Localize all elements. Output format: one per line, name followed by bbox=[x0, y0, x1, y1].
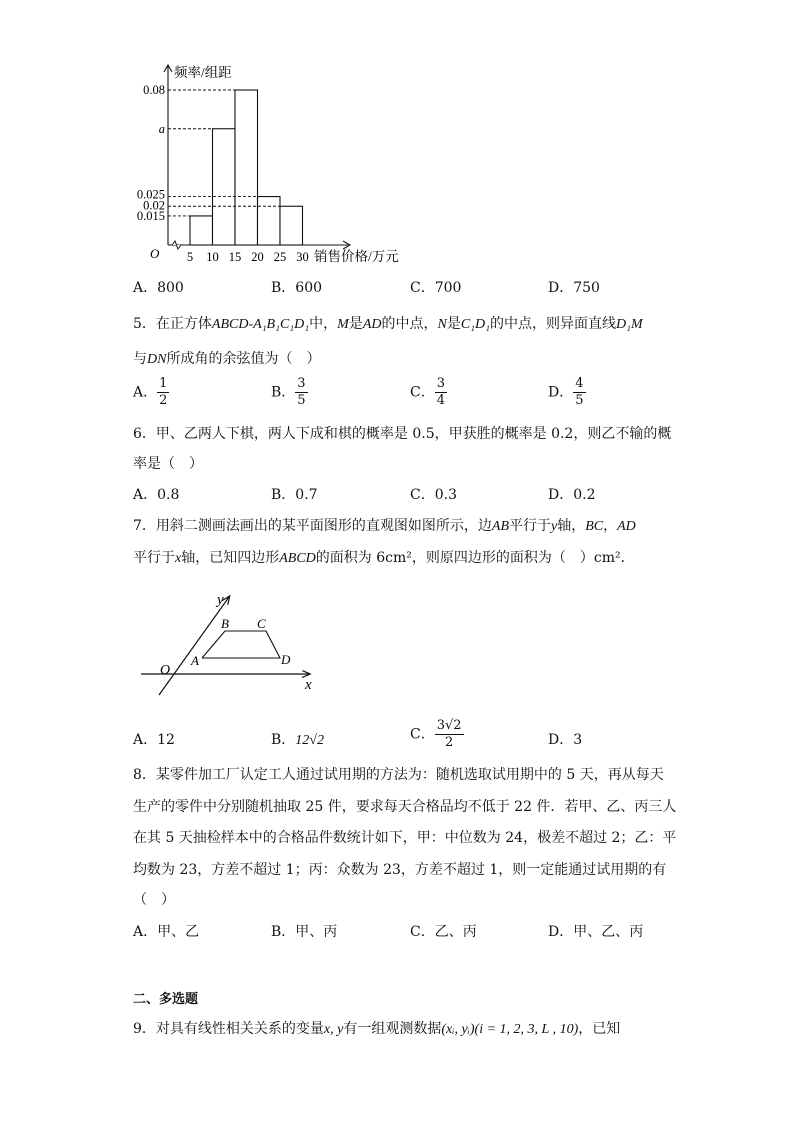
quadrilateral-abcd bbox=[202, 631, 280, 658]
q6-stem-line2: 率是（ ） bbox=[133, 456, 203, 472]
oblique-projection-figure bbox=[135, 585, 335, 705]
q8-option-b: B．甲、丙 bbox=[271, 924, 338, 940]
label-c: C bbox=[257, 616, 266, 631]
q5-stem-line2: 与DN所成角的余弦值为（ ） bbox=[133, 351, 321, 367]
histogram-bar bbox=[280, 206, 303, 245]
q7-option-c: C． $\frac{3√2}{2}$ bbox=[410, 718, 462, 750]
histogram-bar bbox=[213, 129, 236, 245]
q6-option-a: A．0.8 bbox=[133, 487, 180, 503]
q8-stem-line2: 生产的零件中分别随机抽取 25 件，要求每天合格品均不低于 22 件．若甲、乙、丙三人 bbox=[133, 799, 677, 815]
q6-option-b: B．0.7 bbox=[271, 487, 318, 503]
label-o: O bbox=[160, 663, 171, 678]
q5-stem-line1: 5．在正方体ABCD-A₁B₁C₁D₁中，M是AD的中点，N是C₁D₁的中点，则异面直线D₁M bbox=[133, 316, 643, 332]
y-axis-label: 频率/组距 bbox=[174, 65, 232, 80]
origin-label: O bbox=[150, 246, 160, 261]
x-tick-label: 25 bbox=[273, 250, 287, 264]
q5-option-b: B． $\frac{3}{5}$ bbox=[271, 376, 306, 408]
q7-stem-line2: 平行于x轴，已知四边形ABCD的面积为 6cm²，则原四边形的面积为（ ）cm²． bbox=[133, 550, 635, 566]
y-tick-label: 0.02 bbox=[143, 198, 165, 213]
y-tick-label: 0.08 bbox=[143, 83, 165, 97]
q8-option-c: C．乙、丙 bbox=[410, 924, 477, 940]
q5-option-d: D． $\frac{4}{5}$ bbox=[548, 376, 584, 408]
x-tick-label: 15 bbox=[228, 250, 242, 264]
x-tick-label: 20 bbox=[251, 250, 264, 264]
q8-stem-line1: 8．某零件加工厂认定工人通过试用期的方法为：随机选取试用期中的 5 天，再从每天 bbox=[133, 767, 664, 783]
y-axis bbox=[159, 597, 229, 695]
label-x: x bbox=[305, 677, 312, 693]
histogram-bar bbox=[258, 197, 281, 245]
label-y: y bbox=[217, 592, 224, 608]
q8-option-a: A．甲、乙 bbox=[133, 924, 200, 940]
q6-option-d: D．0.2 bbox=[548, 487, 596, 503]
label-d: D bbox=[281, 652, 291, 667]
x-axis-label: 销售价格/万元 bbox=[314, 249, 399, 264]
q9-stem-line1: 9．对具有线性相关关系的变量x, y有一组观测数据(xᵢ, yᵢ)(i = 1, 2, 3, L , 10)，已知 bbox=[133, 1021, 621, 1037]
label-b: B bbox=[221, 616, 229, 631]
q4-option-b: B．600 bbox=[271, 280, 323, 296]
label-a: A bbox=[191, 653, 199, 668]
section-heading-multi-choice: 二、多选题 bbox=[133, 992, 199, 1007]
y-tick-label: 0.025 bbox=[136, 187, 165, 202]
q4-option-a: A．800 bbox=[133, 280, 184, 296]
q7-stem-line1: 7．用斜二测画法画出的某平面图形的直观图如图所示，边AB平行于y轴，BC，AD bbox=[133, 518, 636, 534]
x-tick-label: 10 bbox=[206, 250, 219, 264]
axis-break-mark bbox=[172, 241, 181, 249]
q4-option-d: D．750 bbox=[548, 280, 600, 296]
q8-stem-line5: （ ） bbox=[133, 892, 175, 908]
histogram-bar bbox=[190, 216, 213, 245]
histogram-bar bbox=[235, 90, 258, 245]
q8-stem-line4: 均数为 23，方差不超过 1；丙：众数为 23，方差不超过 1，则一定能通过试用期的有 bbox=[133, 862, 667, 878]
q7-option-d: D．3 bbox=[548, 732, 583, 748]
histogram-chart bbox=[0, 0, 794, 280]
q8-option-d: D．甲、乙、丙 bbox=[548, 924, 644, 940]
q5-option-a: A． $\frac{1}{2}$ bbox=[133, 376, 168, 408]
y-tick-label: a bbox=[158, 121, 165, 136]
q4-option-c: C．700 bbox=[410, 280, 462, 296]
q6-stem-line1: 6．甲、乙两人下棋，两人下成和棋的概率是 0.5，甲获胜的概率是 0.2，则乙不输的概 bbox=[133, 426, 672, 442]
q5-option-c: C． $\frac{3}{4}$ bbox=[410, 376, 445, 408]
q7-option-a: A．12 bbox=[133, 732, 175, 748]
q8-stem-line3: 在其 5 天抽检样本中的合格品件数统计如下，甲：中位数为 24，极差不超过 2；乙：平 bbox=[133, 830, 677, 846]
x-tick-label: 5 bbox=[186, 250, 194, 264]
y-tick-label: 0.015 bbox=[136, 208, 165, 223]
x-tick-label: 30 bbox=[296, 250, 309, 264]
q6-option-c: C．0.3 bbox=[410, 487, 457, 503]
q7-option-b: B．12√2 bbox=[271, 732, 324, 748]
